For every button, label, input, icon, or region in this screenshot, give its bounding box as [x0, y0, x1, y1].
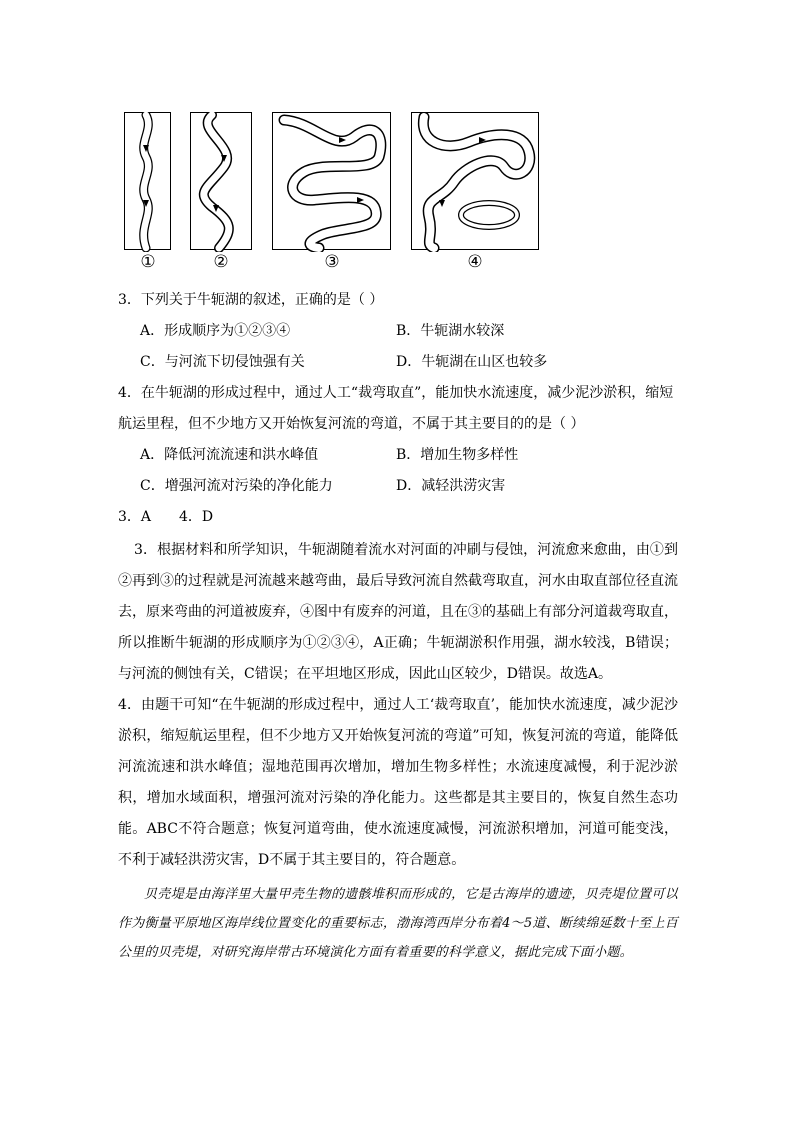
question-4-stem-line-1: 4．在牛轭湖的形成过程中，通过人工“裁弯取直”，能加快水流速度，减少泥沙淤积，缩短 [118, 385, 674, 401]
explanation-4-text: 4．由题干可知“在牛轭湖的形成过程中，通过人工‘裁弯取直’，能加快水流速度，减少泥沙淤积，缩短航运里程，但不少地方又开始恢复河流的弯道”可知，恢复河流的弯道，能降低河流流速和洪水峰值；湿地范围再次增加，增加生物多样性；水流速度减慢，利于泥沙淤积，增加水域面积，增强河流对污染的净化能力。这些都是其主要目的，恢复自然生态功能。ABC不符合题意；恢复河道弯曲，使水流速度减慢，河流淤积增加，河道可能变浅，不利于减轻洪涝灾害，D不属于其主要目的，符合题意。 [118, 697, 678, 868]
question-4-option-a: A．降低河流流速和洪水峰值 [140, 447, 319, 463]
question-3-option-d: D．牛轭湖在山区也较多 [396, 354, 548, 370]
river-channels-drawing [124, 112, 544, 252]
explanation-3 [118, 535, 678, 690]
material-text: 贝壳堤是由海洋里大量甲壳生物的遗骸堆积而形成的，它是古海岸的遗迹，贝壳堤位置可以作为衡量平原地区海岸线位置变化的重要标志，渤海湾西岸分布着4～5道、断续绵延数十至上百公里的贝壳堤，对研究海岸带古环境演化方面有着重要的科学意义，据此完成下面小题。 [118, 887, 678, 960]
question-3-stem: 3．下列关于牛轭湖的叙述，正确的是（ ） [118, 292, 384, 308]
meander-figure [124, 112, 544, 272]
explanation-4 [118, 690, 678, 876]
question-4-stem-line-2: 航运里程，但不少地方又开始恢复河流的弯道，不属于其主要目的的是（ ） [118, 416, 585, 432]
question-3-option-b: B．牛轭湖水较深 [396, 323, 505, 339]
question-3-option-a: A．形成顺序为①②③④ [140, 323, 291, 339]
question-4-option-c: C．增强河流对污染的净化能力 [140, 478, 333, 494]
question-4-option-d: D．减轻洪涝灾害 [396, 478, 506, 494]
panel-label-3: ③ [324, 252, 340, 272]
panel-label-4: ④ [467, 252, 483, 272]
answer-key: 3．A 4．D [118, 509, 214, 525]
panel-label-2: ② [213, 252, 229, 272]
material-passage [118, 880, 678, 967]
question-3-option-c: C．与河流下切侵蚀强有关 [140, 354, 305, 370]
panel-label-1: ① [140, 252, 156, 272]
question-4-option-b: B．增加生物多样性 [396, 447, 519, 463]
explanation-3-text: 3．根据材料和所学知识，牛轭湖随着流水对河面的冲刷与侵蚀，河流愈来愈曲，由①到②再到③的过程就是河流越来越弯曲，最后导致河流自然截弯取直，河水由取直部位径直流去，原来弯曲的河道被废弃，④图中有废弃的河道，且在③的基础上有部分河道裁弯取直，所以推断牛轭湖的形成顺序为①②③④，A正确；牛轭湖淤积作用强，湖水较浅，B错误；与河流的侧蚀有关，C错误；在平坦地区形成，因此山区较少，D错误。故选A。 [118, 542, 678, 682]
